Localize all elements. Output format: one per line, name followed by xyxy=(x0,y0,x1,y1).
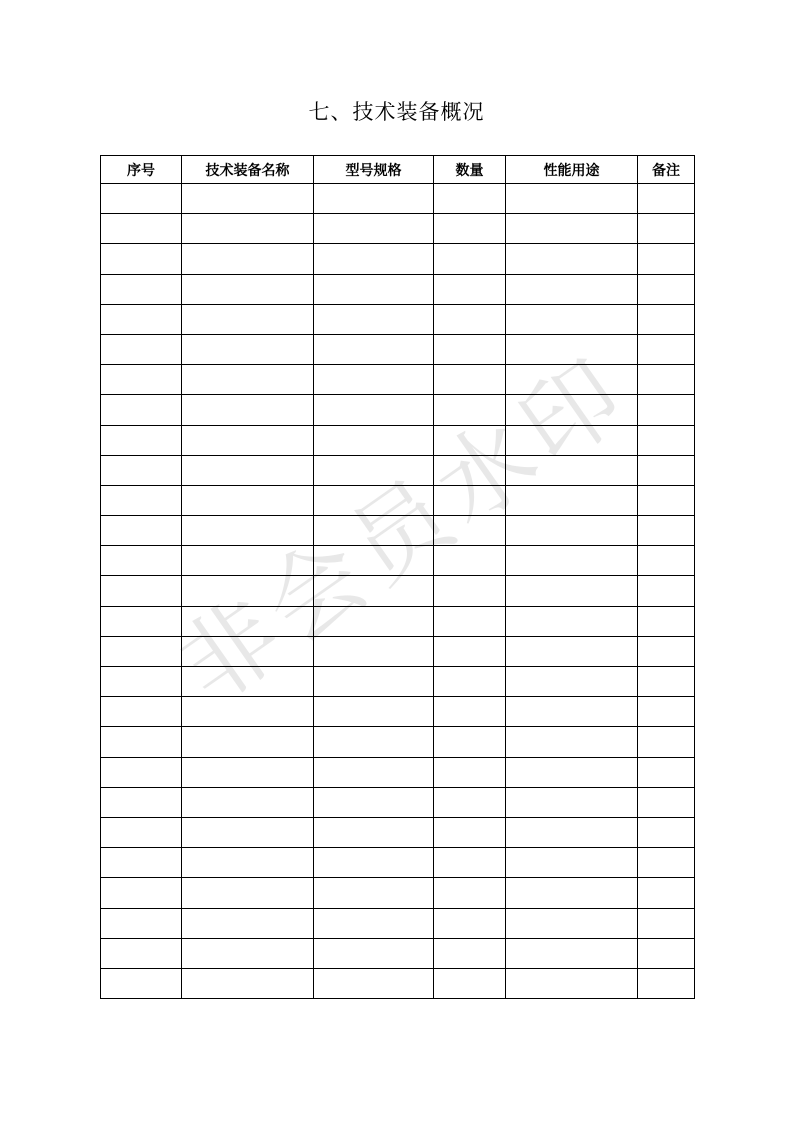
table-cell[interactable] xyxy=(638,395,695,425)
table-cell[interactable] xyxy=(314,848,434,878)
table-cell[interactable] xyxy=(434,546,506,576)
table-cell[interactable] xyxy=(434,757,506,787)
table-cell[interactable] xyxy=(101,395,182,425)
table-cell[interactable] xyxy=(638,485,695,515)
table-header-row xyxy=(101,156,695,184)
table-cell[interactable] xyxy=(182,425,314,455)
table-cell[interactable] xyxy=(506,576,638,606)
page-title: 七、技术装备概况 xyxy=(308,100,485,124)
table-cell[interactable] xyxy=(314,908,434,938)
table-cell[interactable] xyxy=(182,274,314,304)
table-cell[interactable] xyxy=(182,787,314,817)
table-cell[interactable] xyxy=(506,757,638,787)
table-cell[interactable] xyxy=(314,968,434,998)
table-cell[interactable] xyxy=(434,727,506,757)
table-cell[interactable] xyxy=(182,546,314,576)
table-cell[interactable] xyxy=(506,878,638,908)
table-cell[interactable] xyxy=(506,817,638,847)
table-cell[interactable] xyxy=(638,244,695,274)
table-cell[interactable] xyxy=(101,485,182,515)
table-cell[interactable] xyxy=(101,787,182,817)
table-cell[interactable] xyxy=(434,244,506,274)
table-cell[interactable] xyxy=(101,455,182,485)
table-cell[interactable] xyxy=(182,817,314,847)
table-cell[interactable] xyxy=(314,395,434,425)
table-cell[interactable] xyxy=(314,667,434,697)
watermark: 非会员水印 xyxy=(159,334,650,725)
col-header-serial: 序号 xyxy=(101,156,182,184)
table-cell[interactable] xyxy=(638,606,695,636)
table-row xyxy=(101,817,695,847)
table-cell[interactable] xyxy=(638,304,695,334)
table-cell[interactable] xyxy=(506,787,638,817)
table-cell[interactable] xyxy=(506,485,638,515)
table-cell[interactable] xyxy=(506,968,638,998)
table-cell[interactable] xyxy=(182,395,314,425)
table-cell[interactable] xyxy=(638,274,695,304)
table-cell[interactable] xyxy=(182,516,314,546)
table-cell[interactable] xyxy=(182,304,314,334)
table-cell[interactable] xyxy=(434,787,506,817)
table-cell[interactable] xyxy=(314,184,434,214)
table-cell[interactable] xyxy=(182,757,314,787)
table-cell[interactable] xyxy=(182,968,314,998)
table-row xyxy=(101,968,695,998)
table-cell[interactable] xyxy=(101,606,182,636)
table-row xyxy=(101,727,695,757)
table-row xyxy=(101,848,695,878)
table-cell[interactable] xyxy=(506,365,638,395)
table-row xyxy=(101,274,695,304)
table-cell[interactable] xyxy=(506,395,638,425)
table-cell[interactable] xyxy=(434,365,506,395)
table-row xyxy=(101,636,695,666)
table-row xyxy=(101,576,695,606)
table-cell[interactable] xyxy=(182,244,314,274)
table-cell[interactable] xyxy=(434,455,506,485)
table-row xyxy=(101,516,695,546)
table-cell[interactable] xyxy=(182,667,314,697)
table-cell[interactable] xyxy=(638,516,695,546)
table-cell[interactable] xyxy=(182,727,314,757)
table-cell[interactable] xyxy=(101,938,182,968)
table-cell[interactable] xyxy=(314,455,434,485)
table-cell[interactable] xyxy=(434,697,506,727)
table-row xyxy=(101,878,695,908)
table-cell[interactable] xyxy=(434,274,506,304)
table-cell[interactable] xyxy=(506,848,638,878)
table-cell[interactable] xyxy=(182,848,314,878)
table-row xyxy=(101,606,695,636)
col-header-quantity: 数量 xyxy=(434,156,506,184)
table-cell[interactable] xyxy=(638,576,695,606)
table-cell[interactable] xyxy=(314,516,434,546)
table-row xyxy=(101,546,695,576)
table-cell[interactable] xyxy=(638,365,695,395)
table-cell[interactable] xyxy=(101,244,182,274)
table-cell[interactable] xyxy=(506,546,638,576)
table-row xyxy=(101,757,695,787)
table-cell[interactable] xyxy=(638,878,695,908)
table-cell[interactable] xyxy=(314,274,434,304)
table-row xyxy=(101,908,695,938)
table-cell[interactable] xyxy=(434,968,506,998)
table-cell[interactable] xyxy=(101,365,182,395)
table-cell[interactable] xyxy=(434,606,506,636)
table-cell[interactable] xyxy=(101,576,182,606)
table-row xyxy=(101,455,695,485)
table-cell[interactable] xyxy=(314,365,434,395)
table-cell[interactable] xyxy=(101,817,182,847)
table-cell[interactable] xyxy=(434,636,506,666)
table-row xyxy=(101,697,695,727)
equipment-table xyxy=(100,155,695,999)
table-row xyxy=(101,395,695,425)
table-cell[interactable] xyxy=(314,727,434,757)
table-cell[interactable] xyxy=(638,938,695,968)
table-cell[interactable] xyxy=(182,365,314,395)
table-cell[interactable] xyxy=(638,546,695,576)
table-cell[interactable] xyxy=(314,787,434,817)
table-cell[interactable] xyxy=(434,667,506,697)
table-cell[interactable] xyxy=(506,244,638,274)
table-cell[interactable] xyxy=(314,485,434,515)
table-cell[interactable] xyxy=(182,908,314,938)
table-cell[interactable] xyxy=(638,968,695,998)
table-cell[interactable] xyxy=(434,848,506,878)
table-cell[interactable] xyxy=(314,334,434,364)
table-cell[interactable] xyxy=(506,455,638,485)
table-cell[interactable] xyxy=(434,576,506,606)
table-cell[interactable] xyxy=(182,697,314,727)
table-cell[interactable] xyxy=(182,878,314,908)
table-cell[interactable] xyxy=(101,636,182,666)
table-cell[interactable] xyxy=(314,636,434,666)
table-cell[interactable] xyxy=(314,214,434,244)
table-cell[interactable] xyxy=(182,576,314,606)
table-cell[interactable] xyxy=(182,214,314,244)
table-cell[interactable] xyxy=(434,184,506,214)
table-cell[interactable] xyxy=(506,334,638,364)
table-row xyxy=(101,244,695,274)
table-cell[interactable] xyxy=(506,908,638,938)
table-cell[interactable] xyxy=(506,667,638,697)
table-cell[interactable] xyxy=(101,214,182,244)
table-cell[interactable] xyxy=(182,938,314,968)
table-cell[interactable] xyxy=(434,425,506,455)
col-header-remarks: 备注 xyxy=(638,156,695,184)
table-cell[interactable] xyxy=(434,878,506,908)
table-cell[interactable] xyxy=(434,304,506,334)
table-cell[interactable] xyxy=(506,697,638,727)
table-cell[interactable] xyxy=(182,334,314,364)
table-cell[interactable] xyxy=(638,817,695,847)
table-cell[interactable] xyxy=(434,334,506,364)
table-cell[interactable] xyxy=(314,546,434,576)
table-cell[interactable] xyxy=(101,516,182,546)
table-row xyxy=(101,184,695,214)
table-cell[interactable] xyxy=(506,938,638,968)
col-header-equipment-name: 技术装备名称 xyxy=(182,156,314,184)
table-cell[interactable] xyxy=(314,304,434,334)
table-cell[interactable] xyxy=(638,787,695,817)
table-cell[interactable] xyxy=(101,848,182,878)
table-cell[interactable] xyxy=(638,757,695,787)
table-cell[interactable] xyxy=(101,727,182,757)
table-cell[interactable] xyxy=(638,848,695,878)
table-cell[interactable] xyxy=(182,636,314,666)
table-cell[interactable] xyxy=(506,214,638,244)
table-cell[interactable] xyxy=(638,184,695,214)
table-cell[interactable] xyxy=(314,606,434,636)
table-cell[interactable] xyxy=(434,516,506,546)
table-cell[interactable] xyxy=(434,938,506,968)
table-cell[interactable] xyxy=(314,878,434,908)
table-cell[interactable] xyxy=(638,908,695,938)
table-cell[interactable] xyxy=(434,908,506,938)
table-cell[interactable] xyxy=(182,485,314,515)
table-cell[interactable] xyxy=(434,395,506,425)
table-row xyxy=(101,214,695,244)
table-cell[interactable] xyxy=(101,184,182,214)
table-row xyxy=(101,425,695,455)
table-cell[interactable] xyxy=(314,576,434,606)
table-cell[interactable] xyxy=(434,817,506,847)
table-cell[interactable] xyxy=(638,455,695,485)
table-row xyxy=(101,485,695,515)
table-row xyxy=(101,787,695,817)
table-cell[interactable] xyxy=(506,425,638,455)
table-cell[interactable] xyxy=(506,516,638,546)
table-cell[interactable] xyxy=(314,757,434,787)
table-cell[interactable] xyxy=(101,908,182,938)
table-cell[interactable] xyxy=(506,727,638,757)
table-cell[interactable] xyxy=(638,334,695,364)
table-row xyxy=(101,334,695,364)
table-cell[interactable] xyxy=(101,878,182,908)
table-cell[interactable] xyxy=(434,214,506,244)
table-cell[interactable] xyxy=(314,938,434,968)
table-cell[interactable] xyxy=(638,425,695,455)
table-cell[interactable] xyxy=(182,606,314,636)
table-cell[interactable] xyxy=(101,334,182,364)
col-header-model-spec: 型号规格 xyxy=(314,156,434,184)
table-cell[interactable] xyxy=(101,304,182,334)
table-row xyxy=(101,365,695,395)
table-cell[interactable] xyxy=(101,667,182,697)
table-cell[interactable] xyxy=(506,636,638,666)
table-cell[interactable] xyxy=(182,184,314,214)
table-cell[interactable] xyxy=(506,274,638,304)
table-cell[interactable] xyxy=(101,697,182,727)
table-cell[interactable] xyxy=(101,546,182,576)
table-cell[interactable] xyxy=(314,697,434,727)
table-cell[interactable] xyxy=(506,606,638,636)
table-cell[interactable] xyxy=(314,244,434,274)
table-row xyxy=(101,304,695,334)
table-cell[interactable] xyxy=(101,425,182,455)
table-cell[interactable] xyxy=(638,727,695,757)
table-row xyxy=(101,938,695,968)
table-cell[interactable] xyxy=(101,968,182,998)
table-cell[interactable] xyxy=(182,455,314,485)
table-cell[interactable] xyxy=(638,697,695,727)
table-cell[interactable] xyxy=(101,274,182,304)
table-cell[interactable] xyxy=(506,304,638,334)
table-cell[interactable] xyxy=(101,757,182,787)
table-cell[interactable] xyxy=(638,214,695,244)
col-header-performance-use: 性能用途 xyxy=(506,156,638,184)
table-cell[interactable] xyxy=(506,184,638,214)
table-cell[interactable] xyxy=(638,667,695,697)
table-row xyxy=(101,667,695,697)
table-cell[interactable] xyxy=(638,636,695,666)
table-cell[interactable] xyxy=(314,425,434,455)
table-cell[interactable] xyxy=(434,485,506,515)
table-cell[interactable] xyxy=(314,817,434,847)
